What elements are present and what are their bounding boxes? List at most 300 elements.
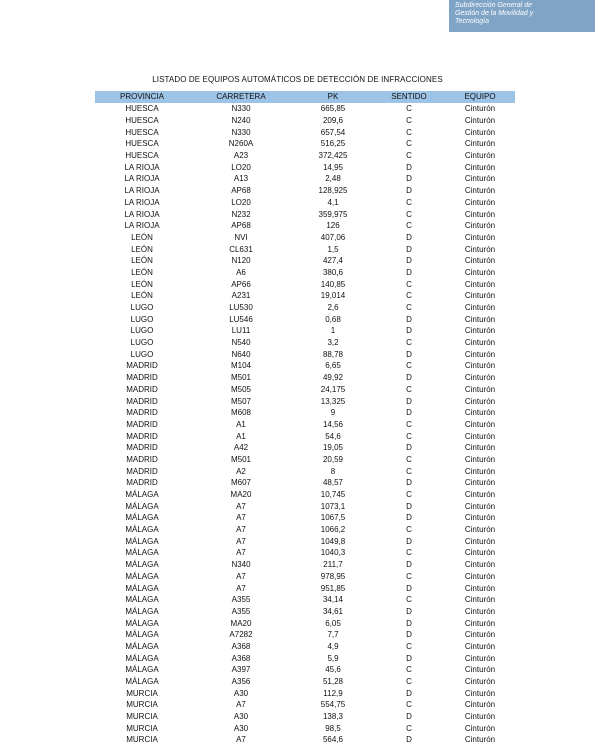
cell-sentido: C xyxy=(406,338,412,348)
cell-provincia: MÁLAGA xyxy=(125,583,159,593)
cell-provincia: MÁLAGA xyxy=(125,641,159,651)
document-title: LISTADO DE EQUIPOS AUTOMÁTICOS DE DETECCIÓN DE INFRACCIONES xyxy=(152,75,443,84)
cell-provincia: MADRID xyxy=(126,466,158,476)
cell-sentido: C xyxy=(406,723,412,733)
cell-carretera: N260A xyxy=(228,139,254,149)
cell-sentido: D xyxy=(406,162,412,172)
cell-pk: 4,1 xyxy=(327,197,339,207)
cell-carretera: N120 xyxy=(231,256,251,266)
cell-carretera: A30 xyxy=(233,712,249,722)
cell-sentido: D xyxy=(406,560,412,570)
cell-sentido: C xyxy=(406,127,412,137)
cell-equipo: Cinturón xyxy=(464,127,496,137)
cell-equipo: Cinturón xyxy=(464,688,496,698)
cell-pk: 564,6 xyxy=(322,735,344,745)
cell-equipo: Cinturón xyxy=(464,314,496,324)
cell-sentido: C xyxy=(406,700,412,710)
cell-sentido: C xyxy=(406,431,412,441)
cell-sentido: C xyxy=(406,677,412,687)
cell-provincia: MÁLAGA xyxy=(125,653,159,663)
cell-carretera: A6 xyxy=(236,267,246,277)
cell-provincia: LA RIOJA xyxy=(124,221,160,231)
cell-carretera: LO20 xyxy=(231,197,251,207)
cell-provincia: MURCIA xyxy=(126,712,158,722)
cell-equipo: Cinturón xyxy=(464,583,496,593)
cell-carretera: N640 xyxy=(231,349,251,359)
cell-provincia: HUESCA xyxy=(125,116,159,126)
cell-pk: 951,85 xyxy=(320,583,346,593)
cell-carretera: A1 xyxy=(236,431,246,441)
cell-carretera: MA20 xyxy=(230,618,252,628)
cell-equipo: Cinturón xyxy=(464,221,496,231)
cell-sentido: C xyxy=(406,197,412,207)
table-row xyxy=(95,220,515,232)
cell-sentido: D xyxy=(406,244,412,254)
cell-carretera: N540 xyxy=(231,338,251,348)
cell-equipo: Cinturón xyxy=(464,361,496,371)
cell-sentido: C xyxy=(406,571,412,581)
cell-carretera: A42 xyxy=(233,443,249,453)
cell-carretera: A30 xyxy=(233,723,249,733)
cell-carretera: A1 xyxy=(236,419,246,429)
cell-provincia: LEÓN xyxy=(131,279,153,289)
cell-provincia: MADRID xyxy=(126,443,158,453)
cell-pk: 14,56 xyxy=(322,419,344,429)
cell-provincia: LA RIOJA xyxy=(124,197,160,207)
table-row xyxy=(95,617,515,629)
cell-pk: 9 xyxy=(330,408,336,418)
table-row xyxy=(95,197,515,209)
column-header-equipo: EQUIPO xyxy=(445,91,515,103)
cell-sentido: D xyxy=(406,408,412,418)
cell-provincia: LA RIOJA xyxy=(124,186,160,196)
cell-equipo: Cinturón xyxy=(464,641,496,651)
cell-pk: 88,78 xyxy=(322,349,344,359)
cell-pk: 126 xyxy=(326,221,340,231)
cell-sentido: D xyxy=(406,186,412,196)
cell-equipo: Cinturón xyxy=(464,267,496,277)
table-row xyxy=(95,395,515,407)
cell-sentido: D xyxy=(406,513,412,523)
cell-pk: 978,95 xyxy=(320,571,346,581)
cell-pk: 1040,3 xyxy=(320,548,346,558)
cell-provincia: MURCIA xyxy=(126,723,158,733)
cell-pk: 13,325 xyxy=(320,396,346,406)
cell-equipo: Cinturón xyxy=(464,723,496,733)
cell-provincia: LUGO xyxy=(130,303,154,313)
cell-equipo: Cinturón xyxy=(464,735,496,745)
cell-sentido: D xyxy=(406,256,412,266)
cell-equipo: Cinturón xyxy=(464,373,496,383)
cell-pk: 54,6 xyxy=(325,431,341,441)
cell-pk: 665,85 xyxy=(320,104,346,114)
cell-provincia: LUGO xyxy=(130,338,154,348)
table-header-row xyxy=(95,91,515,103)
cell-pk: 45,6 xyxy=(325,665,341,675)
table-row xyxy=(95,115,515,127)
table-row xyxy=(95,571,515,583)
cell-carretera: A368 xyxy=(231,641,251,651)
cell-provincia: LEÓN xyxy=(131,291,153,301)
cell-provincia: LA RIOJA xyxy=(124,174,160,184)
cell-sentido: D xyxy=(406,326,412,336)
cell-pk: 0,68 xyxy=(325,314,341,324)
cell-sentido: D xyxy=(406,606,412,616)
cell-carretera: A7 xyxy=(236,700,246,710)
cell-equipo: Cinturón xyxy=(464,595,496,605)
cell-pk: 138,3 xyxy=(322,712,344,722)
cell-sentido: C xyxy=(406,151,412,161)
cell-carretera: A368 xyxy=(231,653,251,663)
cell-sentido: D xyxy=(406,688,412,698)
cell-sentido: D xyxy=(406,536,412,546)
table-row xyxy=(95,103,515,115)
cell-provincia: LUGO xyxy=(130,314,154,324)
table-row xyxy=(95,173,515,185)
cell-sentido: D xyxy=(406,583,412,593)
cell-carretera: A7 xyxy=(236,513,246,523)
cell-carretera: M607 xyxy=(230,478,251,488)
cell-carretera: A7282 xyxy=(229,630,253,640)
table-row xyxy=(95,676,515,688)
cell-carretera: M104 xyxy=(230,361,251,371)
cell-equipo: Cinturón xyxy=(464,548,496,558)
cell-provincia: MADRID xyxy=(126,478,158,488)
cell-pk: 14,95 xyxy=(322,162,344,172)
cell-carretera: N240 xyxy=(231,116,251,126)
cell-carretera: AP66 xyxy=(231,279,251,289)
table-row xyxy=(95,325,515,337)
cell-provincia: MURCIA xyxy=(126,700,158,710)
cell-sentido: D xyxy=(406,396,412,406)
cell-carretera: A7 xyxy=(236,583,246,593)
cell-sentido: C xyxy=(406,419,412,429)
cell-equipo: Cinturón xyxy=(464,677,496,687)
table-row xyxy=(95,687,515,699)
cell-sentido: C xyxy=(406,221,412,231)
table-row xyxy=(95,489,515,501)
cell-provincia: HUESCA xyxy=(125,127,159,137)
table-row xyxy=(95,138,515,150)
table-row xyxy=(95,500,515,512)
cell-pk: 516,25 xyxy=(320,139,346,149)
cell-pk: 1066,2 xyxy=(320,525,346,535)
cell-sentido: C xyxy=(406,641,412,651)
cell-pk: 6,05 xyxy=(325,618,341,628)
cell-equipo: Cinturón xyxy=(464,349,496,359)
cell-provincia: MÁLAGA xyxy=(125,490,159,500)
cell-equipo: Cinturón xyxy=(464,653,496,663)
cell-equipo: Cinturón xyxy=(464,326,496,336)
cell-pk: 2,48 xyxy=(325,174,341,184)
table-row xyxy=(95,547,515,559)
cell-carretera: CL631 xyxy=(229,244,253,254)
table-row xyxy=(95,711,515,723)
table-row xyxy=(95,594,515,606)
table-row xyxy=(95,535,515,547)
cell-provincia: HUESCA xyxy=(125,104,159,114)
cell-pk: 24,175 xyxy=(320,384,346,394)
table-row xyxy=(95,161,515,173)
organization-line: Gestión de la Movilidad y xyxy=(455,10,534,17)
cell-equipo: Cinturón xyxy=(464,232,496,242)
cell-sentido: D xyxy=(406,712,412,722)
cell-equipo: Cinturón xyxy=(464,197,496,207)
cell-equipo: Cinturón xyxy=(464,454,496,464)
cell-carretera: LU530 xyxy=(229,303,253,313)
table-row xyxy=(95,465,515,477)
cell-pk: 1067,5 xyxy=(320,513,346,523)
cell-provincia: MURCIA xyxy=(126,735,158,745)
cell-sentido: C xyxy=(406,116,412,126)
cell-equipo: Cinturón xyxy=(464,618,496,628)
table-row xyxy=(95,734,515,746)
table-row xyxy=(95,243,515,255)
cell-sentido: C xyxy=(406,209,412,219)
cell-provincia: MÁLAGA xyxy=(125,560,159,570)
cell-sentido: C xyxy=(406,291,412,301)
cell-provincia: MADRID xyxy=(126,454,158,464)
table-row xyxy=(95,641,515,653)
cell-sentido: C xyxy=(406,139,412,149)
cell-sentido: D xyxy=(406,314,412,324)
cell-pk: 8 xyxy=(330,466,336,476)
cell-carretera: LU546 xyxy=(229,314,253,324)
organization-line: Tecnología xyxy=(455,18,489,25)
cell-pk: 1073,1 xyxy=(320,501,346,511)
cell-equipo: Cinturón xyxy=(464,466,496,476)
cell-sentido: D xyxy=(406,735,412,745)
cell-equipo: Cinturón xyxy=(464,478,496,488)
cell-provincia: MÁLAGA xyxy=(125,677,159,687)
cell-equipo: Cinturón xyxy=(464,303,496,313)
cell-equipo: Cinturón xyxy=(464,419,496,429)
cell-carretera: M608 xyxy=(230,408,251,418)
table-row xyxy=(95,348,515,360)
cell-equipo: Cinturón xyxy=(464,104,496,114)
column-header-provincia: PROVINCIA xyxy=(95,91,189,103)
table-row xyxy=(95,150,515,162)
column-header-pk: PK xyxy=(293,91,373,103)
organization-line: Subdirección General de xyxy=(455,2,533,9)
cell-provincia: LEÓN xyxy=(131,256,153,266)
table-row xyxy=(95,419,515,431)
table-row xyxy=(95,629,515,641)
cell-carretera: A7 xyxy=(236,536,246,546)
cell-sentido: D xyxy=(406,373,412,383)
table-row xyxy=(95,302,515,314)
cell-carretera: LO20 xyxy=(231,162,251,172)
cell-equipo: Cinturón xyxy=(464,384,496,394)
cell-provincia: MURCIA xyxy=(126,688,158,698)
cell-sentido: D xyxy=(406,478,412,488)
cell-provincia: MADRID xyxy=(126,431,158,441)
cell-provincia: MÁLAGA xyxy=(125,630,159,640)
cell-carretera: AP68 xyxy=(231,186,251,196)
cell-carretera: A355 xyxy=(231,595,251,605)
cell-carretera: A231 xyxy=(231,291,251,301)
cell-pk: 209,6 xyxy=(322,116,344,126)
cell-carretera: A355 xyxy=(231,606,251,616)
cell-sentido: C xyxy=(406,525,412,535)
cell-sentido: C xyxy=(406,595,412,605)
cell-sentido: D xyxy=(406,174,412,184)
cell-carretera: AP68 xyxy=(231,221,251,231)
cell-provincia: MÁLAGA xyxy=(125,665,159,675)
table-row xyxy=(95,185,515,197)
table-row xyxy=(95,255,515,267)
cell-carretera: A13 xyxy=(233,174,249,184)
cell-sentido: D xyxy=(406,501,412,511)
cell-pk: 1 xyxy=(330,326,336,336)
cell-carretera: LU11 xyxy=(231,326,251,336)
cell-equipo: Cinturón xyxy=(464,712,496,722)
cell-provincia: MÁLAGA xyxy=(125,618,159,628)
cell-pk: 6,65 xyxy=(325,361,341,371)
cell-carretera: N340 xyxy=(231,560,251,570)
cell-carretera: N330 xyxy=(231,127,251,137)
cell-provincia: MÁLAGA xyxy=(125,571,159,581)
cell-equipo: Cinturón xyxy=(464,560,496,570)
cell-equipo: Cinturón xyxy=(464,431,496,441)
cell-pk: 98,5 xyxy=(325,723,341,733)
cell-sentido: D xyxy=(406,349,412,359)
cell-carretera: A23 xyxy=(233,151,249,161)
table-row xyxy=(95,232,515,244)
cell-equipo: Cinturón xyxy=(464,174,496,184)
cell-provincia: MÁLAGA xyxy=(125,536,159,546)
cell-provincia: MADRID xyxy=(126,361,158,371)
cell-sentido: C xyxy=(406,454,412,464)
infractions-equipment-table xyxy=(95,91,515,746)
cell-pk: 19,014 xyxy=(320,291,346,301)
cell-provincia: LA RIOJA xyxy=(124,162,160,172)
cell-carretera: NVI xyxy=(234,232,248,242)
cell-equipo: Cinturón xyxy=(464,338,496,348)
cell-carretera: A397 xyxy=(231,665,251,675)
cell-carretera: M505 xyxy=(230,384,251,394)
cell-carretera: MA20 xyxy=(230,490,252,500)
cell-equipo: Cinturón xyxy=(464,151,496,161)
table-row xyxy=(95,699,515,711)
cell-equipo: Cinturón xyxy=(464,139,496,149)
cell-equipo: Cinturón xyxy=(464,536,496,546)
cell-equipo: Cinturón xyxy=(464,116,496,126)
column-header-carretera: CARRETERA xyxy=(189,91,293,103)
cell-provincia: LEÓN xyxy=(131,244,153,254)
cell-sentido: D xyxy=(406,267,412,277)
cell-provincia: MADRID xyxy=(126,396,158,406)
table-row xyxy=(95,442,515,454)
table-row xyxy=(95,524,515,536)
table-row xyxy=(95,290,515,302)
cell-carretera: M501 xyxy=(230,454,251,464)
cell-provincia: LEÓN xyxy=(131,267,153,277)
organization-header xyxy=(449,0,595,32)
cell-equipo: Cinturón xyxy=(464,186,496,196)
cell-sentido: C xyxy=(406,104,412,114)
cell-carretera: M507 xyxy=(230,396,251,406)
cell-equipo: Cinturón xyxy=(464,209,496,219)
cell-pk: 380,6 xyxy=(322,267,344,277)
cell-carretera: A30 xyxy=(233,688,249,698)
cell-pk: 554,75 xyxy=(320,700,346,710)
table-row xyxy=(95,582,515,594)
table-row xyxy=(95,722,515,734)
cell-provincia: MADRID xyxy=(126,408,158,418)
cell-provincia: MÁLAGA xyxy=(125,548,159,558)
cell-pk: 34,14 xyxy=(322,595,344,605)
cell-provincia: MÁLAGA xyxy=(125,501,159,511)
table-row xyxy=(95,407,515,419)
table-row xyxy=(95,126,515,138)
cell-equipo: Cinturón xyxy=(464,571,496,581)
cell-sentido: D xyxy=(406,443,412,453)
cell-equipo: Cinturón xyxy=(464,396,496,406)
cell-pk: 5,9 xyxy=(327,653,339,663)
cell-pk: 128,925 xyxy=(318,186,348,196)
cell-sentido: D xyxy=(406,630,412,640)
cell-equipo: Cinturón xyxy=(464,408,496,418)
cell-provincia: MÁLAGA xyxy=(125,513,159,523)
cell-pk: 427,4 xyxy=(322,256,344,266)
cell-provincia: LUGO xyxy=(130,326,154,336)
cell-provincia: HUESCA xyxy=(125,139,159,149)
cell-pk: 3,2 xyxy=(327,338,339,348)
cell-pk: 10,745 xyxy=(320,490,346,500)
cell-sentido: C xyxy=(406,490,412,500)
cell-provincia: HUESCA xyxy=(125,151,159,161)
cell-equipo: Cinturón xyxy=(464,162,496,172)
table-row xyxy=(95,267,515,279)
cell-provincia: MADRID xyxy=(126,419,158,429)
cell-equipo: Cinturón xyxy=(464,665,496,675)
table-row xyxy=(95,313,515,325)
cell-carretera: A7 xyxy=(236,501,246,511)
cell-equipo: Cinturón xyxy=(464,279,496,289)
cell-sentido: D xyxy=(406,618,412,628)
cell-pk: 140,85 xyxy=(320,279,346,289)
cell-pk: 657,54 xyxy=(320,127,346,137)
cell-pk: 4,9 xyxy=(327,641,339,651)
table-row xyxy=(95,664,515,676)
table-row xyxy=(95,652,515,664)
cell-sentido: C xyxy=(406,361,412,371)
cell-carretera: A7 xyxy=(236,548,246,558)
table-row xyxy=(95,208,515,220)
table-row xyxy=(95,606,515,618)
cell-pk: 2,6 xyxy=(327,303,339,313)
cell-provincia: LEÓN xyxy=(131,232,153,242)
cell-pk: 48,57 xyxy=(322,478,344,488)
cell-provincia: LUGO xyxy=(130,349,154,359)
cell-equipo: Cinturón xyxy=(464,244,496,254)
cell-pk: 407,06 xyxy=(320,232,346,242)
cell-sentido: C xyxy=(406,548,412,558)
cell-carretera: M501 xyxy=(230,373,251,383)
cell-pk: 211,7 xyxy=(323,560,343,570)
cell-provincia: MADRID xyxy=(126,373,158,383)
cell-pk: 372,425 xyxy=(318,151,348,161)
table-row xyxy=(95,360,515,372)
cell-carretera: A7 xyxy=(236,735,246,745)
cell-pk: 20,59 xyxy=(322,454,344,464)
cell-sentido: C xyxy=(406,279,412,289)
cell-provincia: LA RIOJA xyxy=(124,209,160,219)
cell-carretera: N330 xyxy=(231,104,251,114)
cell-carretera: A7 xyxy=(236,525,246,535)
cell-pk: 49,92 xyxy=(322,373,344,383)
